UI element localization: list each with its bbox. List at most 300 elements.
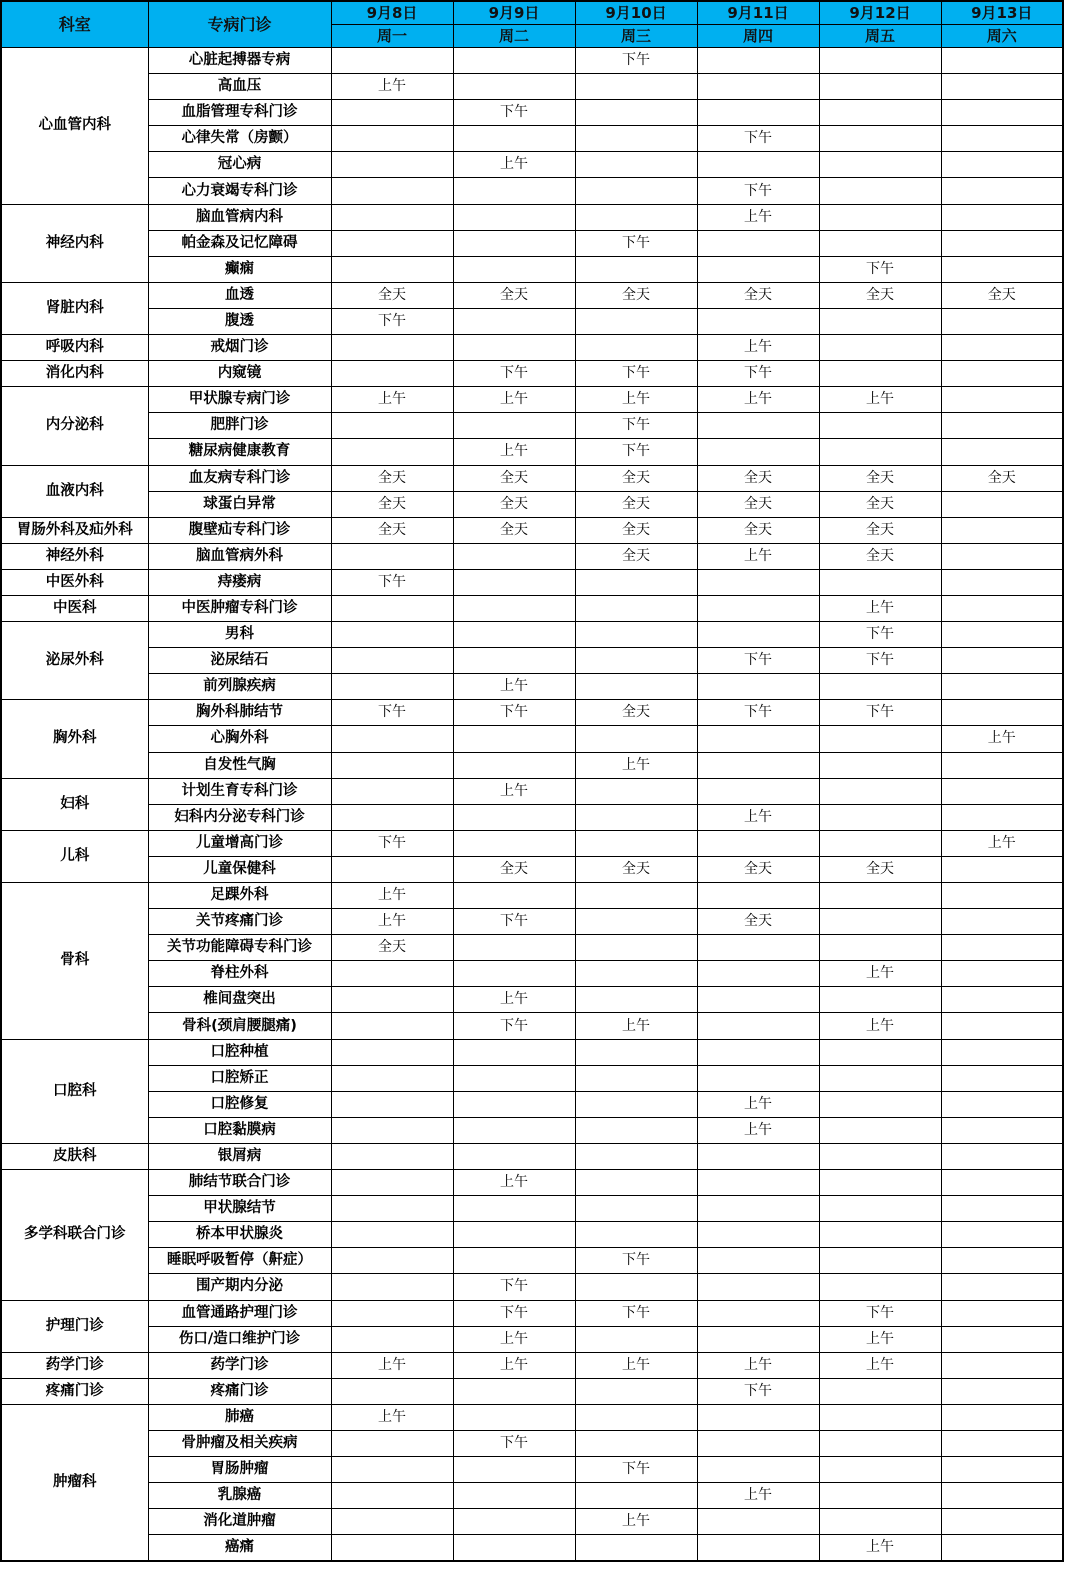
column-header-weekday: 周四 xyxy=(697,25,819,48)
schedule-slot-cell xyxy=(575,1065,697,1091)
schedule-slot-cell: 下午 xyxy=(697,178,819,204)
schedule-slot-cell xyxy=(697,100,819,126)
schedule-slot-cell xyxy=(941,1143,1063,1169)
department-cell: 肾脏内科 xyxy=(1,282,148,334)
schedule-slot-cell xyxy=(575,308,697,334)
specialty-clinic-cell: 儿童保健科 xyxy=(148,856,331,882)
schedule-slot-cell: 上午 xyxy=(697,1483,819,1509)
schedule-slot-cell xyxy=(819,1143,941,1169)
specialty-clinic-cell: 脊柱外科 xyxy=(148,961,331,987)
department-cell: 骨科 xyxy=(1,883,148,1040)
schedule-slot-cell: 上午 xyxy=(575,387,697,413)
schedule-slot-cell: 全天 xyxy=(697,465,819,491)
schedule-slot-cell: 下午 xyxy=(819,256,941,282)
schedule-slot-cell xyxy=(331,1170,453,1196)
schedule-slot-cell xyxy=(941,152,1063,178)
table-row xyxy=(1,1352,1063,1378)
schedule-slot-cell xyxy=(819,1222,941,1248)
schedule-slot-cell xyxy=(453,569,575,595)
schedule-slot-cell xyxy=(453,1196,575,1222)
schedule-slot-cell xyxy=(331,804,453,830)
specialty-clinic-cell: 关节疼痛门诊 xyxy=(148,909,331,935)
specialty-clinic-cell: 骨科(颈肩腰腿痛) xyxy=(148,1013,331,1039)
schedule-slot-cell: 全天 xyxy=(331,282,453,308)
schedule-slot-cell xyxy=(575,1222,697,1248)
table-row xyxy=(1,726,1063,752)
schedule-slot-cell: 全天 xyxy=(331,491,453,517)
schedule-slot-cell xyxy=(941,1013,1063,1039)
schedule-slot-cell xyxy=(697,726,819,752)
schedule-slot-cell xyxy=(453,1091,575,1117)
schedule-slot-cell xyxy=(819,830,941,856)
table-row xyxy=(1,1378,1063,1404)
specialty-clinic-cell: 乳腺癌 xyxy=(148,1483,331,1509)
specialty-clinic-cell: 心力衰竭专科门诊 xyxy=(148,178,331,204)
schedule-slot-cell xyxy=(697,256,819,282)
schedule-slot-cell xyxy=(819,74,941,100)
schedule-slot-cell xyxy=(331,1326,453,1352)
specialty-clinic-cell: 疼痛门诊 xyxy=(148,1378,331,1404)
table-row xyxy=(1,282,1063,308)
schedule-slot-cell xyxy=(331,778,453,804)
schedule-slot-cell: 全天 xyxy=(819,856,941,882)
specialty-clinic-cell: 脑血管病内科 xyxy=(148,204,331,230)
schedule-slot-cell xyxy=(331,204,453,230)
schedule-slot-cell xyxy=(453,1457,575,1483)
schedule-slot-cell xyxy=(941,1065,1063,1091)
schedule-slot-cell xyxy=(697,935,819,961)
schedule-slot-cell xyxy=(331,987,453,1013)
schedule-slot-cell xyxy=(819,1274,941,1300)
table-row xyxy=(1,830,1063,856)
specialty-clinic-cell: 口腔黏膜病 xyxy=(148,1117,331,1143)
schedule-slot-cell xyxy=(941,1535,1063,1562)
schedule-slot-cell: 上午 xyxy=(331,1352,453,1378)
schedule-slot-cell xyxy=(819,752,941,778)
schedule-slot-cell xyxy=(941,804,1063,830)
table-row xyxy=(1,1274,1063,1300)
schedule-slot-cell xyxy=(697,1013,819,1039)
schedule-slot-cell xyxy=(941,308,1063,334)
schedule-slot-cell xyxy=(575,204,697,230)
schedule-slot-cell: 上午 xyxy=(819,1352,941,1378)
schedule-slot-cell: 上午 xyxy=(331,387,453,413)
schedule-slot-cell xyxy=(575,1143,697,1169)
specialty-clinic-cell: 椎间盘突出 xyxy=(148,987,331,1013)
schedule-slot-cell xyxy=(941,126,1063,152)
table-row xyxy=(1,1117,1063,1143)
table-row xyxy=(1,256,1063,282)
table-row xyxy=(1,48,1063,74)
schedule-slot-cell xyxy=(331,48,453,74)
schedule-slot-cell: 全天 xyxy=(819,517,941,543)
table-row xyxy=(1,1013,1063,1039)
table-row xyxy=(1,1300,1063,1326)
schedule-slot-cell xyxy=(575,622,697,648)
specialty-clinic-cell: 肺结节联合门诊 xyxy=(148,1170,331,1196)
schedule-slot-cell xyxy=(941,1222,1063,1248)
schedule-slot-cell xyxy=(941,935,1063,961)
schedule-slot-cell xyxy=(941,700,1063,726)
schedule-slot-cell xyxy=(697,1170,819,1196)
schedule-slot-cell xyxy=(819,178,941,204)
schedule-slot-cell: 下午 xyxy=(575,48,697,74)
schedule-slot-cell xyxy=(575,256,697,282)
department-cell: 胃肠外科及疝外科 xyxy=(1,517,148,543)
schedule-slot-cell xyxy=(819,1248,941,1274)
schedule-slot-cell xyxy=(453,126,575,152)
specialty-clinic-cell: 高血压 xyxy=(148,74,331,100)
specialty-clinic-cell: 前列腺疾病 xyxy=(148,674,331,700)
schedule-slot-cell: 全天 xyxy=(331,517,453,543)
table-row xyxy=(1,1196,1063,1222)
schedule-slot-cell xyxy=(453,830,575,856)
schedule-slot-cell xyxy=(453,230,575,256)
schedule-slot-cell xyxy=(697,1039,819,1065)
table-row xyxy=(1,439,1063,465)
table-row xyxy=(1,856,1063,882)
schedule-slot-cell xyxy=(697,961,819,987)
schedule-slot-cell xyxy=(941,987,1063,1013)
schedule-slot-cell xyxy=(941,1091,1063,1117)
schedule-slot-cell xyxy=(575,1404,697,1430)
schedule-slot-cell: 下午 xyxy=(453,1430,575,1456)
table-row xyxy=(1,204,1063,230)
schedule-slot-cell: 上午 xyxy=(453,674,575,700)
table-row xyxy=(1,961,1063,987)
schedule-slot-cell xyxy=(697,74,819,100)
schedule-slot-cell xyxy=(331,1091,453,1117)
department-cell: 药学门诊 xyxy=(1,1352,148,1378)
schedule-slot-cell xyxy=(697,152,819,178)
schedule-slot-cell xyxy=(331,100,453,126)
schedule-slot-cell xyxy=(697,439,819,465)
column-header-date: 9月11日 xyxy=(697,1,819,25)
table-row xyxy=(1,622,1063,648)
schedule-slot-cell xyxy=(453,752,575,778)
schedule-slot-cell xyxy=(941,74,1063,100)
schedule-slot-cell xyxy=(453,1378,575,1404)
schedule-slot-cell xyxy=(819,1483,941,1509)
schedule-slot-cell: 上午 xyxy=(453,439,575,465)
schedule-slot-cell xyxy=(453,413,575,439)
schedule-slot-cell xyxy=(331,595,453,621)
department-cell: 妇科 xyxy=(1,778,148,830)
specialty-clinic-cell: 口腔修复 xyxy=(148,1091,331,1117)
schedule-slot-cell xyxy=(331,1039,453,1065)
column-header-date: 9月10日 xyxy=(575,1,697,25)
schedule-slot-cell xyxy=(331,1430,453,1456)
schedule-slot-cell: 上午 xyxy=(819,1013,941,1039)
column-header-date: 9月9日 xyxy=(453,1,575,25)
schedule-slot-cell xyxy=(819,1430,941,1456)
table-row xyxy=(1,1430,1063,1456)
table-row xyxy=(1,387,1063,413)
specialty-clinic-cell: 中医肿瘤专科门诊 xyxy=(148,595,331,621)
schedule-slot-cell xyxy=(819,674,941,700)
schedule-slot-cell xyxy=(697,48,819,74)
schedule-slot-cell xyxy=(941,1326,1063,1352)
schedule-slot-cell: 下午 xyxy=(331,308,453,334)
schedule-slot-cell: 全天 xyxy=(453,491,575,517)
schedule-slot-cell xyxy=(331,1248,453,1274)
specialty-clinic-cell: 癫痫 xyxy=(148,256,331,282)
schedule-slot-cell: 上午 xyxy=(331,1404,453,1430)
specialty-clinic-cell: 血管通路护理门诊 xyxy=(148,1300,331,1326)
schedule-slot-cell xyxy=(819,100,941,126)
schedule-slot-cell: 上午 xyxy=(575,752,697,778)
schedule-slot-cell xyxy=(819,883,941,909)
schedule-slot-cell xyxy=(941,439,1063,465)
schedule-slot-cell: 全天 xyxy=(575,282,697,308)
specialty-clinic-cell: 消化道肿瘤 xyxy=(148,1509,331,1535)
schedule-slot-cell xyxy=(697,1457,819,1483)
schedule-slot-cell xyxy=(941,1170,1063,1196)
schedule-slot-cell: 下午 xyxy=(331,700,453,726)
schedule-slot-cell xyxy=(941,778,1063,804)
schedule-slot-cell: 上午 xyxy=(941,830,1063,856)
table-row xyxy=(1,648,1063,674)
schedule-slot-cell xyxy=(331,622,453,648)
table-row xyxy=(1,935,1063,961)
schedule-slot-cell xyxy=(331,126,453,152)
specialty-clinic-cell: 围产期内分泌 xyxy=(148,1274,331,1300)
schedule-slot-cell xyxy=(819,1196,941,1222)
schedule-slot-cell xyxy=(697,883,819,909)
schedule-slot-cell xyxy=(941,1352,1063,1378)
table-row xyxy=(1,1535,1063,1562)
schedule-slot-cell xyxy=(941,413,1063,439)
specialty-clinic-cell: 银屑病 xyxy=(148,1143,331,1169)
schedule-slot-cell xyxy=(941,1404,1063,1430)
column-header-date: 9月12日 xyxy=(819,1,941,25)
schedule-slot-cell: 全天 xyxy=(819,282,941,308)
schedule-slot-cell xyxy=(697,1196,819,1222)
table-row xyxy=(1,1222,1063,1248)
schedule-slot-cell xyxy=(575,909,697,935)
schedule-slot-cell xyxy=(941,1509,1063,1535)
schedule-slot-cell: 上午 xyxy=(697,804,819,830)
schedule-slot-cell xyxy=(819,126,941,152)
schedule-slot-cell xyxy=(331,1509,453,1535)
schedule-slot-cell xyxy=(941,230,1063,256)
table-row xyxy=(1,100,1063,126)
specialty-clinic-cell: 内窥镜 xyxy=(148,361,331,387)
schedule-slot-cell xyxy=(941,1300,1063,1326)
schedule-slot-cell xyxy=(331,1143,453,1169)
schedule-slot-cell xyxy=(575,1483,697,1509)
specialty-clinic-cell: 腹透 xyxy=(148,308,331,334)
schedule-slot-cell xyxy=(941,543,1063,569)
table-row xyxy=(1,308,1063,334)
schedule-slot-cell xyxy=(453,178,575,204)
schedule-slot-cell: 下午 xyxy=(697,648,819,674)
schedule-slot-cell: 上午 xyxy=(819,961,941,987)
specialty-clinic-cell: 腹壁疝专科门诊 xyxy=(148,517,331,543)
schedule-slot-cell xyxy=(453,961,575,987)
schedule-slot-cell xyxy=(575,1196,697,1222)
schedule-slot-cell xyxy=(697,1300,819,1326)
specialty-clinic-cell: 冠心病 xyxy=(148,152,331,178)
schedule-slot-cell: 全天 xyxy=(575,543,697,569)
schedule-slot-cell xyxy=(941,1457,1063,1483)
schedule-slot-cell: 全天 xyxy=(575,700,697,726)
specialty-clinic-cell: 心脏起搏器专病 xyxy=(148,48,331,74)
schedule-slot-cell xyxy=(819,1404,941,1430)
schedule-slot-cell xyxy=(331,1196,453,1222)
schedule-slot-cell xyxy=(575,100,697,126)
schedule-slot-cell xyxy=(941,1430,1063,1456)
specialty-clinic-cell: 胸外科肺结节 xyxy=(148,700,331,726)
schedule-slot-cell xyxy=(575,961,697,987)
specialty-clinic-cell: 血透 xyxy=(148,282,331,308)
table-row xyxy=(1,1039,1063,1065)
schedule-slot-cell xyxy=(453,622,575,648)
schedule-slot-cell xyxy=(819,335,941,361)
schedule-slot-cell: 下午 xyxy=(819,648,941,674)
schedule-slot-cell: 上午 xyxy=(331,883,453,909)
schedule-slot-cell xyxy=(453,1143,575,1169)
schedule-slot-cell xyxy=(819,909,941,935)
schedule-slot-cell: 全天 xyxy=(453,517,575,543)
schedule-slot-cell xyxy=(453,804,575,830)
schedule-slot-cell: 全天 xyxy=(697,282,819,308)
schedule-slot-cell: 上午 xyxy=(453,987,575,1013)
specialty-clinic-cell: 妇科内分泌专科门诊 xyxy=(148,804,331,830)
specialty-clinic-cell: 肥胖门诊 xyxy=(148,413,331,439)
table-row xyxy=(1,1091,1063,1117)
department-cell: 疼痛门诊 xyxy=(1,1378,148,1404)
schedule-slot-cell xyxy=(575,74,697,100)
table-row xyxy=(1,778,1063,804)
schedule-slot-cell xyxy=(941,752,1063,778)
schedule-slot-cell xyxy=(331,1222,453,1248)
schedule-slot-cell: 上午 xyxy=(697,335,819,361)
schedule-slot-cell: 上午 xyxy=(453,152,575,178)
schedule-slot-cell xyxy=(819,1091,941,1117)
column-header-specialty: 专病门诊 xyxy=(148,1,331,48)
department-cell: 神经外科 xyxy=(1,543,148,569)
schedule-slot-cell xyxy=(941,1248,1063,1274)
schedule-slot-cell xyxy=(575,778,697,804)
schedule-slot-cell: 全天 xyxy=(697,491,819,517)
schedule-slot-cell xyxy=(453,1535,575,1562)
schedule-slot-cell: 上午 xyxy=(819,387,941,413)
schedule-slot-cell: 上午 xyxy=(453,1352,575,1378)
column-header-department: 科室 xyxy=(1,1,148,48)
schedule-slot-cell xyxy=(331,1300,453,1326)
specialty-clinic-cell: 男科 xyxy=(148,622,331,648)
schedule-slot-cell xyxy=(331,1483,453,1509)
schedule-slot-cell: 全天 xyxy=(575,491,697,517)
specialty-clinic-cell: 甲状腺结节 xyxy=(148,1196,331,1222)
schedule-slot-cell: 全天 xyxy=(941,282,1063,308)
schedule-slot-cell: 下午 xyxy=(453,700,575,726)
table-row xyxy=(1,335,1063,361)
schedule-slot-cell xyxy=(697,830,819,856)
specialty-clinic-cell: 桥本甲状腺炎 xyxy=(148,1222,331,1248)
schedule-slot-cell xyxy=(819,361,941,387)
schedule-slot-cell xyxy=(819,439,941,465)
specialty-clinic-cell: 血脂管理专科门诊 xyxy=(148,100,331,126)
schedule-slot-cell xyxy=(697,1326,819,1352)
schedule-slot-cell: 下午 xyxy=(819,700,941,726)
schedule-slot-cell xyxy=(331,1065,453,1091)
schedule-slot-cell xyxy=(697,778,819,804)
specialty-clinic-cell: 药学门诊 xyxy=(148,1352,331,1378)
schedule-slot-cell: 上午 xyxy=(697,543,819,569)
schedule-slot-cell xyxy=(819,726,941,752)
schedule-slot-cell xyxy=(575,804,697,830)
schedule-slot-cell xyxy=(575,1039,697,1065)
schedule-slot-cell xyxy=(941,48,1063,74)
schedule-slot-cell xyxy=(453,1483,575,1509)
schedule-slot-cell xyxy=(697,1248,819,1274)
schedule-slot-cell: 全天 xyxy=(819,543,941,569)
column-header-date: 9月13日 xyxy=(941,1,1063,25)
schedule-slot-cell: 上午 xyxy=(453,1326,575,1352)
schedule-slot-cell xyxy=(697,1535,819,1562)
schedule-slot-cell: 下午 xyxy=(453,909,575,935)
schedule-slot-cell xyxy=(575,674,697,700)
table-header xyxy=(1,1,1063,48)
schedule-slot-cell xyxy=(575,335,697,361)
table-row xyxy=(1,230,1063,256)
schedule-slot-cell xyxy=(331,230,453,256)
schedule-slot-cell: 下午 xyxy=(697,700,819,726)
schedule-slot-cell xyxy=(697,1509,819,1535)
schedule-slot-cell: 全天 xyxy=(575,856,697,882)
schedule-slot-cell xyxy=(453,1065,575,1091)
specialty-clinic-cell: 口腔种植 xyxy=(148,1039,331,1065)
schedule-slot-cell xyxy=(453,1404,575,1430)
schedule-slot-cell xyxy=(697,1430,819,1456)
specialty-clinic-cell: 癌痛 xyxy=(148,1535,331,1562)
schedule-slot-cell xyxy=(819,987,941,1013)
schedule-slot-cell: 下午 xyxy=(453,1300,575,1326)
schedule-slot-cell xyxy=(697,595,819,621)
schedule-slot-cell xyxy=(819,778,941,804)
schedule-slot-cell: 下午 xyxy=(453,1274,575,1300)
schedule-slot-cell xyxy=(331,1378,453,1404)
schedule-slot-cell: 下午 xyxy=(575,1457,697,1483)
schedule-slot-cell xyxy=(453,595,575,621)
schedule-slot-cell xyxy=(453,74,575,100)
schedule-slot-cell: 下午 xyxy=(575,1248,697,1274)
schedule-slot-cell xyxy=(453,883,575,909)
schedule-slot-cell: 上午 xyxy=(453,387,575,413)
schedule-slot-cell xyxy=(941,178,1063,204)
schedule-slot-cell: 全天 xyxy=(941,465,1063,491)
schedule-slot-cell xyxy=(941,256,1063,282)
schedule-slot-cell xyxy=(575,1274,697,1300)
schedule-slot-cell: 上午 xyxy=(453,1170,575,1196)
schedule-slot-cell xyxy=(941,883,1063,909)
schedule-slot-cell xyxy=(819,1065,941,1091)
schedule-slot-cell: 下午 xyxy=(453,100,575,126)
table-row xyxy=(1,909,1063,935)
schedule-slot-cell xyxy=(819,1117,941,1143)
department-cell: 泌尿外科 xyxy=(1,622,148,700)
schedule-slot-cell xyxy=(697,230,819,256)
schedule-slot-cell xyxy=(453,648,575,674)
table-row xyxy=(1,700,1063,726)
specialty-clinic-cell: 心律失常（房颤） xyxy=(148,126,331,152)
schedule-slot-cell xyxy=(575,178,697,204)
schedule-slot-cell: 上午 xyxy=(819,1326,941,1352)
schedule-slot-cell xyxy=(941,204,1063,230)
schedule-slot-cell xyxy=(941,856,1063,882)
